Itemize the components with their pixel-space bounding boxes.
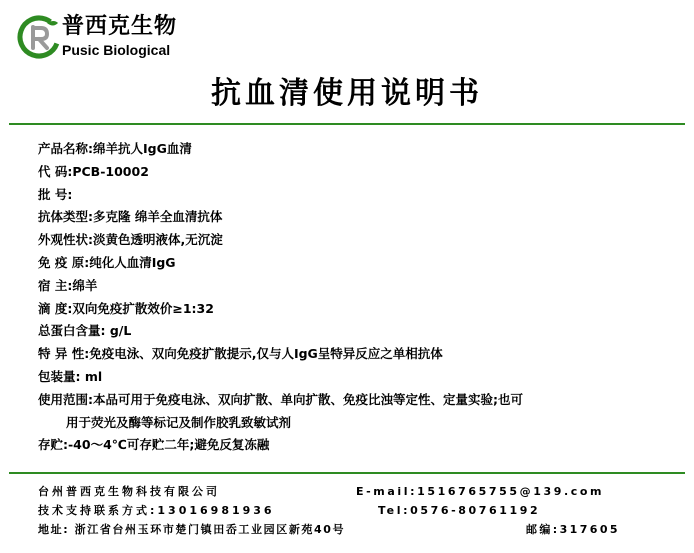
field-total-protein: 总蛋白含量: g/L (38, 323, 132, 339)
field-titer: 滴 度:双向免疫扩散效价≥1:32 (38, 300, 214, 316)
field-product-name: 产品名称:绵羊抗人IgG血清 (38, 141, 192, 156)
field-specificity: 特 异 性:免疫电泳、双向免疫扩散提示,仅与人IgG呈特异反应之单相抗体 (38, 346, 443, 362)
field-immunogen: 免 疫 原:纯化人血清IgG (38, 254, 176, 270)
footer (38, 482, 678, 539)
field-appearance: 外观性状:淡黄色透明液体,无沉淀 (38, 232, 223, 248)
field-storage: 存贮:-40～4℃可存贮二年;避免反复冻融 (38, 437, 270, 453)
email: E-mail:1516765755@139.com (356, 485, 605, 498)
product-info (38, 138, 678, 457)
telephone: Tel:0576-80761192 (378, 504, 541, 517)
postcode: 邮编:317605 (526, 523, 620, 536)
pusic-logo-icon (17, 15, 61, 59)
field-host: 宿 主:绵羊 (38, 277, 98, 293)
field-usage: 使用范围:本品可用于免疫电泳、双向扩散、单向扩散、免疫比浊等定性、定量实验;也可 (38, 391, 523, 407)
footer-divider (9, 472, 685, 474)
field-package-size: 包装量: ml (38, 368, 103, 384)
field-usage-continued: 用于荧光及酶等标记及制作胶乳致敏试剂 (66, 414, 292, 430)
field-batch: 批 号: (38, 186, 73, 202)
brand-name-cn: 普西克生物 (62, 14, 178, 39)
support-phone: 技术支持联系方式:13016981936 (38, 504, 275, 517)
header-divider (9, 123, 685, 125)
field-code: 代 码:PCB-10002 (38, 163, 149, 179)
brand-name-en: Pusic Biological (62, 42, 171, 58)
document-title: 抗血清使用说明书 (211, 76, 483, 111)
field-antibody-type: 抗体类型:多克隆 绵羊全血清抗体 (38, 209, 223, 225)
company-name: 台州普西克生物科技有限公司 (38, 485, 220, 498)
address: 地址: 浙江省台州玉环市楚门镇田岙工业园区新苑40号 (38, 523, 346, 536)
